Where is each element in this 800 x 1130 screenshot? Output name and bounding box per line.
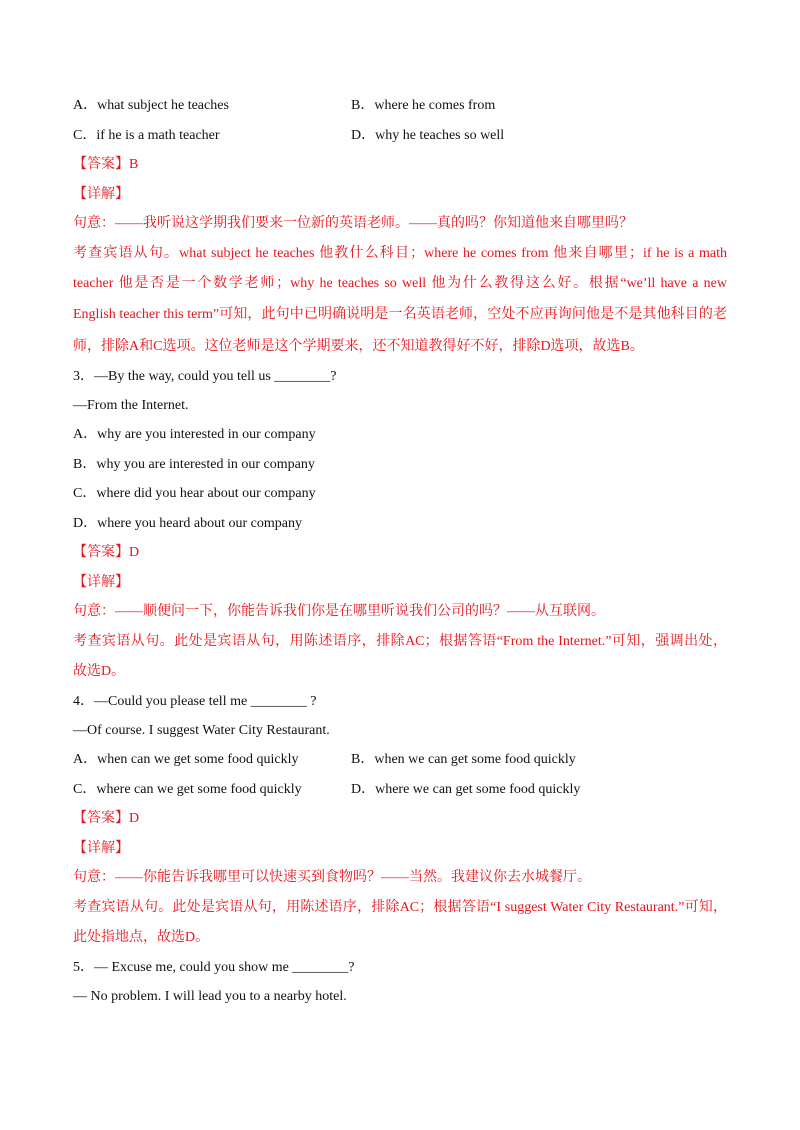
q4-option-b: B．when we can get some food quickly	[351, 752, 576, 767]
q2-explanation-line: 考查宾语从句。what subject he teaches 他教什么科目；where he comes from 他来自哪里；if he is a math	[73, 246, 727, 261]
q2-explanation-line: English teacher this term”可知，此句中已明确说明是一名英语老师，空处不应再询问他是不是其他科目的老	[73, 307, 727, 322]
q3-explanation-line: 故选D。	[73, 664, 126, 679]
q3-question: 3．—By the way, could you tell us ________?	[73, 369, 337, 384]
q3-option-b: B．why you are interested in our company	[73, 457, 315, 472]
q4-answer: 【答案】D	[73, 811, 140, 826]
q3-detail-label: 【详解】	[73, 575, 129, 590]
q2-option-c: C．if he is a math teacher	[73, 128, 220, 143]
q5-question: 5．— Excuse me, could you show me ________?	[73, 960, 355, 975]
q3-option-a: A．why are you interested in our company	[73, 427, 316, 442]
q3-explanation-line: 考查宾语从句。此处是宾语从句，用陈述语序，排除AC；根据答语“From the Internet.”可知，强调出处，	[73, 634, 727, 649]
q2-answer: 【答案】B	[73, 157, 139, 172]
q3-explanation-line: 句意：——顺便问一下，你能告诉我们你是在哪里听说我们公司的吗？——从互联网。	[73, 604, 605, 619]
q4-explanation-line: 考查宾语从句。此处是宾语从句，用陈述语序，排除AC；根据答语“I suggest Water City Restaurant.”可知，	[73, 900, 727, 915]
q3-answer: 【答案】D	[73, 545, 140, 560]
q4-option-a: A．when can we get some food quickly	[73, 752, 299, 767]
q4-detail-label: 【详解】	[73, 841, 129, 856]
q5-reply: — No problem. I will lead you to a nearby hotel.	[73, 989, 347, 1004]
q2-explanation-line: 句意：——我听说这学期我们要来一位新的英语老师。——真的吗？你知道他来自哪里吗？	[73, 216, 633, 231]
q3-option-c: C．where did you hear about our company	[73, 486, 316, 501]
q3-option-d: D．where you heard about our company	[73, 516, 302, 531]
q4-option-d: D．where we can get some food quickly	[351, 782, 581, 797]
q4-option-c: C．where can we get some food quickly	[73, 782, 302, 797]
q4-explanation-line: 句意：——你能告诉我哪里可以快速买到食物吗？——当然。我建议你去水城餐厅。	[73, 870, 591, 885]
q2-explanation-line: teacher 他是否是一个数学老师；why he teaches so well 他为什么教得这么好。根据“we’ll have a new	[73, 276, 727, 291]
q2-option-a: A．what subject he teaches	[73, 98, 229, 113]
q2-explanation-line: 师，排除A和C选项。这位老师是这个学期要来，还不知道教得好不好，排除D选项，故选B。	[73, 339, 644, 354]
q2-detail-label: 【详解】	[73, 187, 129, 202]
q4-question: 4．—Could you please tell me ________ ?	[73, 694, 317, 709]
q2-option-d: D．why he teaches so well	[351, 128, 505, 143]
q3-reply: —From the Internet.	[73, 398, 189, 413]
q2-option-b: B．where he comes from	[351, 98, 496, 113]
q4-reply: —Of course. I suggest Water City Restaurant.	[73, 723, 330, 738]
q4-explanation-line: 此处指地点，故选D。	[73, 930, 210, 945]
